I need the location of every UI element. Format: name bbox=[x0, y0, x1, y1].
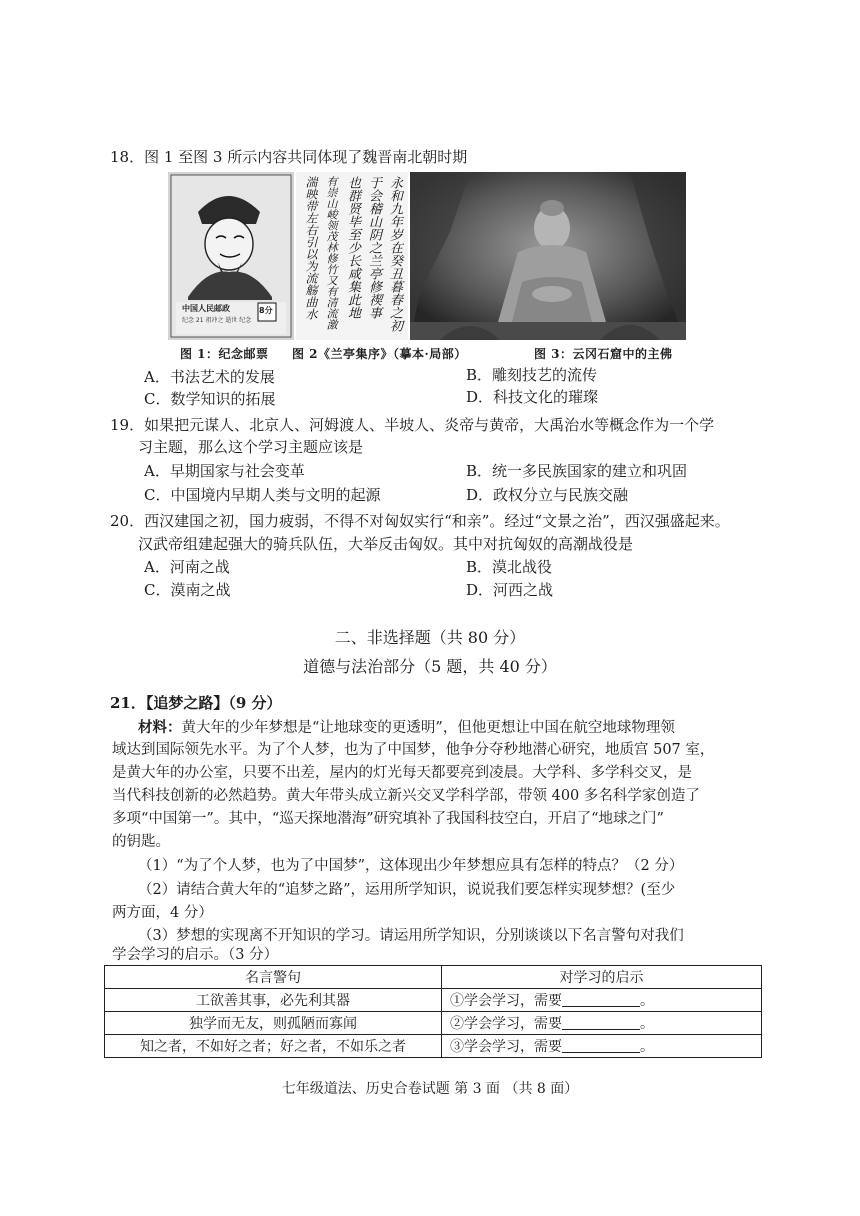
calligraphy-column-2: 于会稽山阴之兰亭修禊事 bbox=[366, 176, 381, 319]
answer-cell bbox=[442, 989, 762, 1012]
answer-cell bbox=[442, 1012, 762, 1035]
answer-period: 。 bbox=[640, 993, 654, 1009]
q18-stem: 18．图 1 至图 3 所示内容共同体现了魏晋南北朝时期 bbox=[110, 148, 468, 166]
answer-period: 。 bbox=[640, 1016, 654, 1032]
section-subtitle: 道德与法治部分（5 题，共 40 分） bbox=[303, 657, 557, 676]
fig2-calligraphy-image bbox=[296, 172, 408, 340]
q20-stem-line2: 汉武帝组建起强大的骑兵队伍，大举反击匈奴。其中对抗匈奴的高潮战役是 bbox=[138, 535, 634, 553]
q19-option-a[interactable]: A．早期国家与社会变革 bbox=[144, 462, 305, 480]
answer-cell bbox=[442, 1035, 762, 1058]
q20-option-d[interactable]: D．河西之战 bbox=[466, 581, 554, 599]
table-row bbox=[105, 1035, 762, 1058]
q19-option-d[interactable]: D．政权分立与民族交融 bbox=[466, 486, 629, 504]
quotes-table bbox=[104, 965, 762, 1058]
q18-option-d[interactable]: D．科技文化的璀璨 bbox=[466, 388, 599, 406]
q21-sub1: （1）“为了个人梦，也为了中国梦”，这体现出少年梦想应具有怎样的特点？（2 分） bbox=[138, 858, 684, 874]
answer-blank[interactable] bbox=[562, 992, 640, 1007]
stamp-note-text: 纪念 21 祖冲之 逝世 纪念 bbox=[182, 317, 252, 324]
q21-material-line-1 bbox=[138, 716, 675, 740]
quote-cell: 知之者，不如好之者；好之者，不如乐之者 bbox=[105, 1035, 442, 1058]
q21-material-line-4: 当代科技创新的必然趋势。黄大年带头成立新兴交叉学科学部，带领 400 多名科学家创造了 bbox=[112, 788, 700, 804]
q18-option-a[interactable]: A．书法艺术的发展 bbox=[144, 368, 275, 386]
fig3-caption: 图 3：云冈石窟中的主佛 bbox=[534, 347, 673, 361]
q19-stem-line1: 19．如果把元谋人、北京人、河姆渡人、半坡人、炎帝与黄帝，大禹治水等概念作为一个学 bbox=[110, 416, 715, 434]
answer-prompt: ①学会学习，需要 bbox=[450, 993, 562, 1009]
calligraphy-column-3: 也群贤毕至少长咸集此地 bbox=[345, 176, 360, 319]
table-row bbox=[105, 989, 762, 1012]
q21-sub2-line2: 两方面，4 分） bbox=[112, 905, 213, 921]
q20-option-b[interactable]: B．漠北战役 bbox=[466, 558, 553, 576]
answer-prompt: ③学会学习，需要 bbox=[450, 1039, 562, 1055]
quote-cell: 独学而无友，则孤陋而寡闻 bbox=[105, 1012, 442, 1035]
answer-period: 。 bbox=[640, 1039, 654, 1055]
table-header-row bbox=[105, 966, 762, 989]
q21-material-text-1: 黄大年的少年梦想是“让地球变的更透明”，但他更想让中国在航空地球物理领 bbox=[181, 720, 675, 736]
q21-title: 21．【追梦之路】（9 分） bbox=[110, 694, 282, 712]
fig1-stamp-image bbox=[168, 172, 294, 340]
q21-material-line-5: 多项“中国第一”。其中，“巡天探地潜海”研究填补了我国科技空白，开启了“地球之门” bbox=[112, 811, 664, 827]
calligraphy-column-4: 有崇山峻领茂林修竹又有清流激 bbox=[325, 176, 338, 330]
q21-material-line-6: 的钥匙。 bbox=[112, 834, 170, 850]
fig3-buddha-image bbox=[410, 172, 686, 340]
q21-material-line-2: 域达到国际领先水平。为了个人梦，也为了中国梦，他争分夺秒地潜心研究，地质宫 507 室， bbox=[112, 742, 715, 758]
q21-sub3-line1: （3）梦想的实现离不开知识的学习。请运用所学知识，分别谈谈以下名言警句对我们 bbox=[138, 928, 684, 944]
q19-option-c[interactable]: C．中国境内早期人类与文明的起源 bbox=[144, 486, 381, 504]
calligraphy-column-1: 永和九年岁在癸丑暮春之初 bbox=[387, 176, 402, 332]
answer-blank[interactable] bbox=[562, 1015, 640, 1030]
table-row bbox=[105, 1012, 762, 1035]
q19-stem-line2: 习主题，那么这个学习主题应该是 bbox=[138, 438, 364, 456]
q21-material-label: 材料： bbox=[138, 719, 182, 736]
answer-prompt: ②学会学习，需要 bbox=[450, 1016, 562, 1032]
stamp-country-text: 中国人民邮政 bbox=[182, 304, 230, 313]
section-title: 二、非选择题（共 80 分） bbox=[334, 628, 526, 647]
q20-option-a[interactable]: A．河南之战 bbox=[144, 558, 230, 576]
q18-option-b[interactable]: B．雕刻技艺的流传 bbox=[466, 366, 598, 384]
calligraphy-column-5: 湍映带左右引以为流觞曲水 bbox=[304, 176, 318, 320]
fig1-caption: 图 1：纪念邮票 bbox=[180, 347, 269, 361]
q18-figures bbox=[168, 172, 686, 340]
table-header-inspiration: 对学习的启示 bbox=[442, 966, 762, 989]
q20-stem-line1: 20．西汉建国之初，国力疲弱，不得不对匈奴实行“和亲”。经过“文景之治”，西汉强盛起来。 bbox=[110, 512, 730, 530]
q21-sub3-line2: 学会学习的启示。（3 分） bbox=[112, 947, 279, 963]
fig2-caption: 图 2《兰亭集序》（摹本·局部） bbox=[292, 347, 467, 361]
buddha-statue-illustration bbox=[410, 172, 686, 340]
q18-option-c[interactable]: C．数学知识的拓展 bbox=[144, 390, 276, 408]
q19-option-b[interactable]: B．统一多民族国家的建立和巩固 bbox=[466, 462, 688, 480]
quote-cell: 工欲善其事，必先利其器 bbox=[105, 989, 442, 1012]
q21-sub2-line1: （2）请结合黄大年的“追梦之路”，运用所学知识，说说我们要怎样实现梦想？(至少 bbox=[138, 882, 676, 898]
q21-material-line-3: 是黄大年的办公室，只要不出差，屋内的灯光每天都要亮到凌晨。大学科、多学科交叉，是 bbox=[112, 765, 692, 781]
answer-blank[interactable] bbox=[562, 1038, 640, 1053]
table-header-quotes: 名言警句 bbox=[105, 966, 442, 989]
stamp-value-text: 8分 bbox=[259, 306, 273, 315]
page-footer: 七年级道法、历史合卷试题 第 3 面 （共 8 面） bbox=[281, 1081, 579, 1097]
q20-option-c[interactable]: C．漠南之战 bbox=[144, 581, 231, 599]
